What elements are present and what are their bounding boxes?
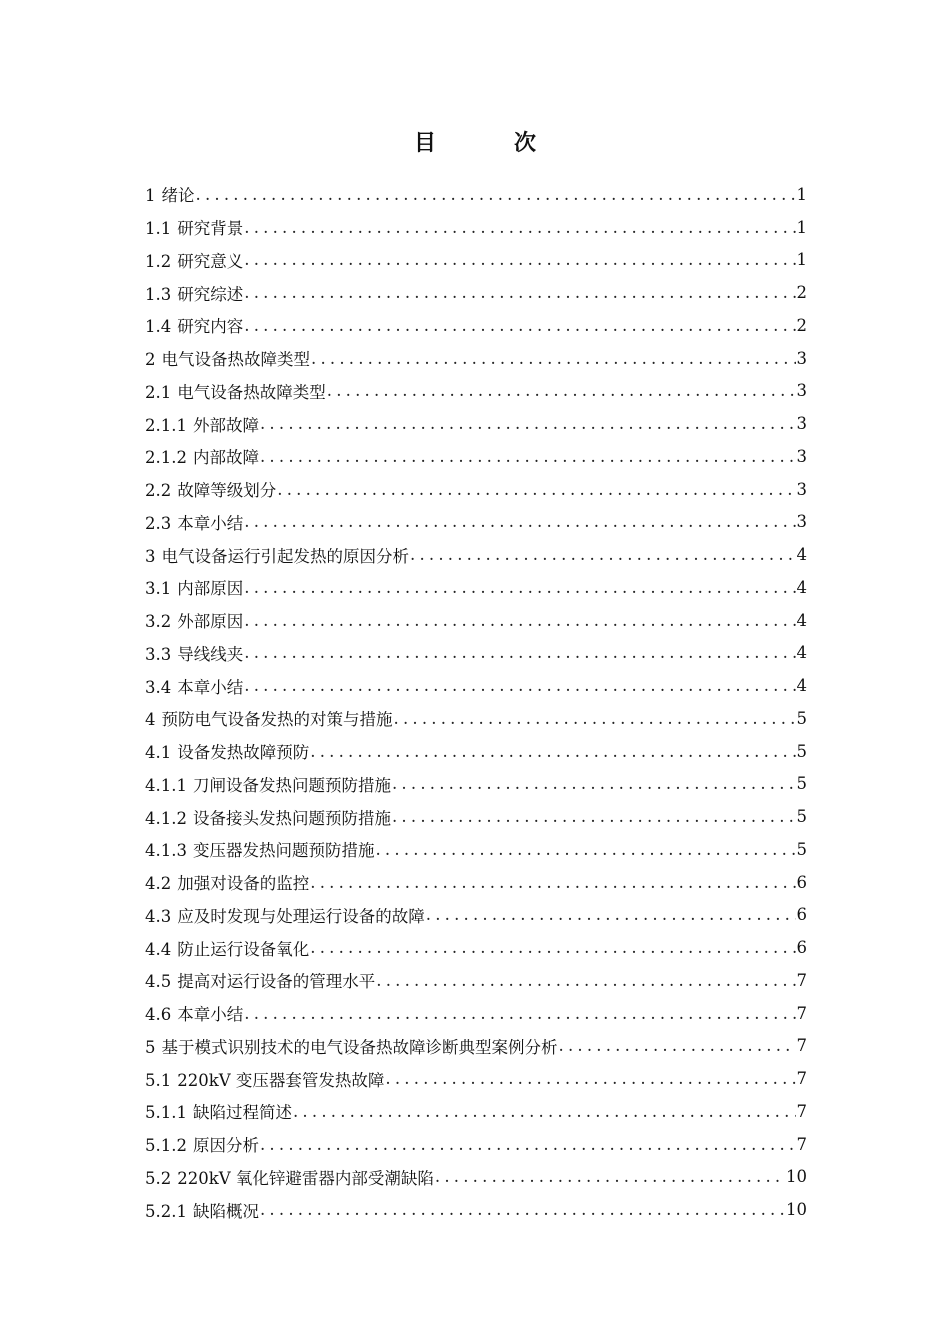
toc-entry-number: 5.1.2 (145, 1136, 187, 1156)
toc-entry-title: 内部故障 (192, 448, 259, 468)
toc-entry-heading (145, 1132, 259, 1156)
toc-entry-title: 220kV 变压器套管发热故障 (177, 1070, 385, 1090)
toc-dot-leader (385, 1069, 795, 1088)
toc-page-number: 3 (796, 414, 807, 434)
toc-entry-number: 2 (145, 350, 156, 370)
toc-entry-number: 5 (145, 1037, 156, 1057)
toc-page-number: 7 (796, 970, 807, 990)
toc-entry-number: 4.3 (145, 906, 172, 926)
toc-entry-title: 电气设备运行引起发热的原因分析 (161, 546, 409, 566)
toc-entry-title: 本章小结 (177, 1005, 244, 1025)
toc-entry-number: 5.2.1 (145, 1201, 187, 1221)
toc-entry-title: 电气设备热故障类型 (177, 382, 326, 402)
toc-entry-heading (145, 510, 243, 534)
toc-page-number: 4 (796, 643, 807, 663)
toc-dot-leader (260, 1135, 796, 1154)
toc-entry-heading (145, 248, 243, 272)
toc-dot-leader (196, 185, 796, 204)
toc-entry-number: 3.1 (145, 579, 172, 599)
toc-entry[interactable] (145, 440, 807, 473)
toc-entry-title: 预防电气设备发热的对策与措施 (161, 710, 393, 730)
toc-page-number: 5 (796, 774, 807, 794)
toc-page-number: 7 (796, 1101, 807, 1121)
toc-entry-title: 本章小结 (177, 677, 244, 697)
toc-dot-leader (559, 1036, 796, 1055)
toc-entry-number: 1.3 (145, 284, 172, 304)
toc-dot-leader (260, 414, 796, 433)
toc-entry[interactable] (145, 276, 807, 309)
toc-entry[interactable] (145, 997, 807, 1030)
toc-dot-leader (277, 480, 795, 499)
toc-page-number: 6 (796, 905, 807, 925)
toc-entry-heading (145, 379, 326, 403)
toc-entry-heading (145, 936, 309, 960)
toc-entry-heading (145, 281, 243, 305)
toc-entry-heading (145, 477, 276, 501)
toc-page-number: 1 (796, 250, 807, 270)
toc-dot-leader (293, 1102, 796, 1121)
toc-page-number: 1 (796, 217, 807, 237)
toc-dot-leader (244, 250, 795, 269)
toc-entry-title: 防止运行设备氧化 (177, 939, 310, 959)
toc-page-number: 4 (796, 545, 807, 565)
toc-page-number: 3 (796, 512, 807, 532)
toc-entry[interactable] (145, 506, 807, 539)
toc-entry[interactable] (145, 833, 807, 866)
toc-entry-heading (145, 1067, 384, 1091)
toc-entry-number: 5.1.1 (145, 1103, 187, 1123)
toc-dot-leader (311, 349, 796, 368)
toc-entry-heading (145, 837, 374, 861)
toc-entry[interactable] (145, 538, 807, 571)
toc-entry-heading (145, 805, 391, 829)
toc-page-number: 4 (796, 610, 807, 630)
toc-entry-number: 5.1 (145, 1070, 172, 1090)
toc-page-number: 3 (796, 381, 807, 401)
toc-entry-title: 本章小结 (177, 513, 244, 533)
toc-dot-leader (260, 447, 796, 466)
toc-dot-leader (410, 545, 796, 564)
toc-entry[interactable] (145, 1030, 807, 1063)
page-title: 目 次 (413, 130, 564, 156)
toc-entry-number: 3.2 (145, 612, 172, 632)
table-of-contents (145, 178, 807, 1226)
toc-dot-leader (327, 381, 796, 400)
toc-entry-title: 设备接头发热问题预防措施 (192, 808, 391, 828)
toc-entry-number: 2.3 (145, 513, 172, 533)
toc-entry-heading (145, 641, 243, 665)
toc-entry-heading (145, 346, 310, 370)
toc-entry[interactable] (145, 1193, 807, 1226)
toc-entry-title: 研究内容 (177, 317, 244, 337)
toc-page-number: 5 (796, 807, 807, 827)
toc-dot-leader (244, 316, 795, 335)
toc-entry-heading (145, 412, 259, 436)
toc-entry-title: 缺陷概况 (192, 1201, 259, 1221)
toc-page-number: 3 (796, 348, 807, 368)
toc-page-number: 6 (796, 938, 807, 958)
toc-entry-title: 刀闸设备发热问题预防措施 (192, 775, 391, 795)
toc-page-number: 2 (796, 315, 807, 335)
toc-dot-leader (244, 611, 795, 630)
toc-entry[interactable] (145, 473, 807, 506)
toc-dot-leader (244, 1004, 795, 1023)
toc-entry-heading (145, 215, 243, 239)
toc-dot-leader (376, 971, 795, 990)
toc-entry-title: 电气设备热故障类型 (161, 350, 310, 370)
toc-dot-leader (244, 676, 795, 695)
toc-entry-number: 3 (145, 546, 156, 566)
toc-entry[interactable] (145, 1128, 807, 1161)
toc-entry-title: 应及时发现与处理运行设备的故障 (177, 906, 425, 926)
toc-entry-heading (145, 575, 243, 599)
toc-entry-number: 4.2 (145, 874, 172, 894)
toc-entry-title: 外部故障 (192, 415, 259, 435)
toc-entry[interactable] (145, 931, 807, 964)
toc-entry-title: 研究背景 (177, 219, 244, 239)
toc-entry-number: 4.1 (145, 743, 172, 763)
toc-entry[interactable] (145, 702, 807, 735)
toc-entry[interactable] (145, 244, 807, 277)
toc-entry-heading (145, 1165, 434, 1189)
toc-dot-leader (260, 1200, 785, 1219)
toc-entry[interactable] (145, 309, 807, 342)
toc-dot-leader (392, 774, 796, 793)
toc-entry-title: 绪论 (161, 186, 195, 206)
toc-entry-heading (145, 543, 409, 567)
toc-entry-heading (145, 674, 243, 698)
toc-entry-heading (145, 608, 243, 632)
toc-entry[interactable] (145, 964, 807, 997)
toc-entry[interactable] (145, 866, 807, 899)
toc-entry[interactable] (145, 669, 807, 702)
toc-entry-number: 1.1 (145, 219, 172, 239)
toc-entry[interactable] (145, 604, 807, 637)
toc-page-number: 3 (796, 446, 807, 466)
toc-entry[interactable] (145, 571, 807, 604)
toc-entry-title: 220kV 氧化锌避雷器内部受潮缺陷 (177, 1168, 434, 1188)
toc-dot-leader (435, 1167, 785, 1186)
toc-entry[interactable] (145, 211, 807, 244)
toc-dot-leader (394, 709, 796, 728)
toc-entry-number: 1 (145, 186, 156, 206)
toc-entry-number: 4.1.1 (145, 775, 187, 795)
toc-entry-heading (145, 968, 375, 992)
toc-entry-heading (145, 772, 391, 796)
toc-page-number: 4 (796, 577, 807, 597)
toc-dot-leader (310, 938, 795, 957)
toc-entry-heading (145, 444, 259, 468)
toc-dot-leader (244, 578, 795, 597)
toc-entry-title: 缺陷过程简述 (192, 1103, 292, 1123)
toc-dot-leader (244, 218, 795, 237)
toc-entry-title: 原因分析 (192, 1136, 259, 1156)
toc-entry-number: 1.2 (145, 251, 172, 271)
toc-entry-heading (145, 706, 393, 730)
toc-entry-title: 内部原因 (177, 579, 244, 599)
toc-page-number: 3 (796, 479, 807, 499)
toc-dot-leader (375, 840, 795, 859)
toc-dot-leader (244, 512, 795, 531)
toc-dot-leader (244, 283, 795, 302)
toc-entry-heading (145, 1001, 243, 1025)
toc-entry-title: 研究意义 (177, 251, 244, 271)
toc-entry-heading (145, 313, 243, 337)
toc-entry[interactable] (145, 1095, 807, 1128)
toc-dot-leader (310, 873, 795, 892)
toc-entry-title: 设备发热故障预防 (177, 743, 310, 763)
toc-entry-heading (145, 870, 309, 894)
toc-entry-number: 4.1.2 (145, 808, 187, 828)
toc-entry-title: 外部原因 (177, 612, 244, 632)
toc-page-number: 10 (786, 1167, 807, 1187)
toc-entry[interactable] (145, 1161, 807, 1194)
toc-entry-number: 3.4 (145, 677, 172, 697)
toc-page-number: 1 (796, 184, 807, 204)
toc-entry-title: 故障等级划分 (177, 481, 277, 501)
toc-entry-heading (145, 1198, 259, 1222)
toc-entry[interactable] (145, 899, 807, 932)
toc-entry[interactable] (145, 375, 807, 408)
toc-entry-heading (145, 1034, 558, 1058)
toc-page-number: 4 (796, 676, 807, 696)
toc-entry-number: 2.1.2 (145, 448, 187, 468)
toc-page-number: 2 (796, 283, 807, 303)
toc-entry-number: 5.2 (145, 1168, 172, 1188)
toc-entry[interactable] (145, 178, 807, 211)
toc-entry-title: 研究综述 (177, 284, 244, 304)
toc-entry[interactable] (145, 735, 807, 768)
toc-entry[interactable] (145, 342, 807, 375)
toc-entry[interactable] (145, 800, 807, 833)
toc-entry-number: 4 (145, 710, 156, 730)
toc-entry-number: 4.5 (145, 972, 172, 992)
toc-page-number: 5 (796, 708, 807, 728)
toc-page-number: 7 (796, 1036, 807, 1056)
toc-entry[interactable] (145, 1062, 807, 1095)
toc-page-number: 7 (796, 1134, 807, 1154)
toc-entry-heading (145, 739, 309, 763)
toc-entry-title: 变压器发热问题预防措施 (192, 841, 375, 861)
toc-entry-number: 4.1.3 (145, 841, 187, 861)
toc-page-number: 5 (796, 741, 807, 761)
toc-entry-number: 2.2 (145, 481, 172, 501)
toc-entry-number: 4.4 (145, 939, 172, 959)
toc-dot-leader (310, 742, 795, 761)
toc-entry-number: 2.1.1 (145, 415, 187, 435)
toc-dot-leader (392, 807, 796, 826)
toc-entry-heading (145, 903, 425, 927)
toc-entry-heading (145, 182, 195, 206)
toc-entry[interactable] (145, 637, 807, 670)
toc-entry-number: 3.3 (145, 644, 172, 664)
toc-dot-leader (426, 905, 796, 924)
toc-entry-number: 2.1 (145, 382, 172, 402)
toc-page-number: 7 (796, 1069, 807, 1089)
toc-page-number: 7 (796, 1003, 807, 1023)
toc-entry[interactable] (145, 407, 807, 440)
toc-entry-title: 导线线夹 (177, 644, 244, 664)
toc-dot-leader (244, 643, 795, 662)
toc-page-number: 6 (796, 872, 807, 892)
toc-entry-title: 加强对设备的监控 (177, 874, 310, 894)
toc-entry-number: 4.6 (145, 1005, 172, 1025)
toc-entry-title: 提高对运行设备的管理水平 (177, 972, 376, 992)
toc-page-number: 10 (786, 1200, 807, 1220)
toc-entry-title: 基于模式识别技术的电气设备热故障诊断典型案例分析 (161, 1037, 558, 1057)
toc-entry-number: 1.4 (145, 317, 172, 337)
toc-page-number: 5 (796, 839, 807, 859)
toc-entry-heading (145, 1099, 292, 1123)
toc-entry[interactable] (145, 768, 807, 801)
